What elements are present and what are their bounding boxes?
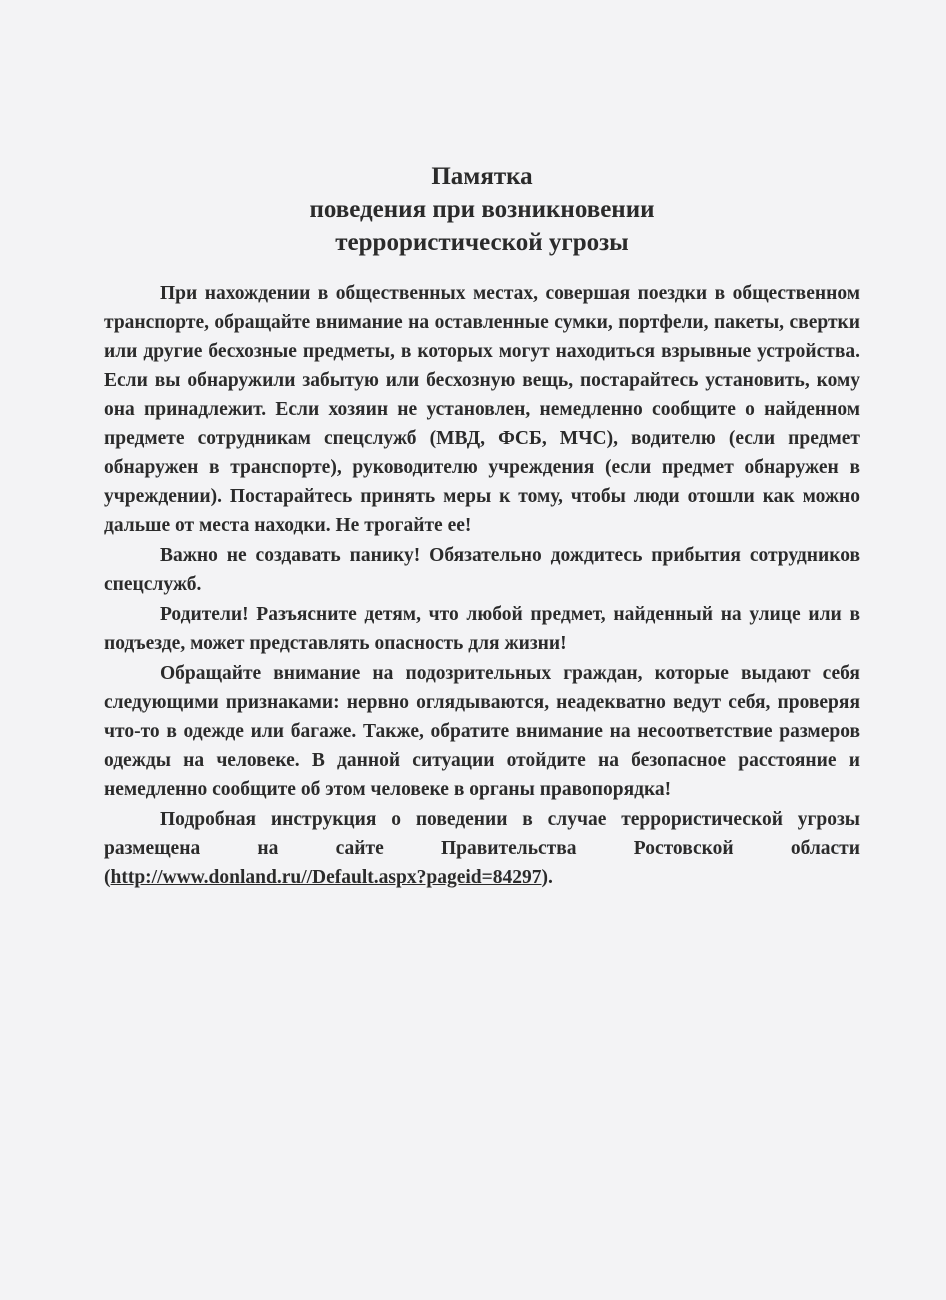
close-paren: ). bbox=[541, 867, 553, 888]
open-paren: ( bbox=[104, 867, 111, 888]
title-line-2: поведения при возникновении bbox=[309, 196, 655, 223]
title-line-3: террористической угрозы bbox=[335, 229, 629, 256]
paragraph-no-panic: Важно не создавать панику! Обязательно дождитесь прибытия сотрудников спецслужб. bbox=[104, 545, 860, 595]
memo-content bbox=[104, 160, 860, 893]
instructions-text: Подробная инструкция о поведении в случае террористической угрозы размещена на сайте Правительства Ростовской области bbox=[104, 809, 860, 859]
paragraph-suspicious-people: Обращайте внимание на подозрительных граждан, которые выдают себя следующими признаками: нервно оглядываются, неадекватно ведут себя, проверяя что-то в одежде или багаже. Также, обратите внимание на несоответствие размеров одежды на человеке. В данной ситуации отойдите на безопасное расстояние и немедленно сообщите об этом человеке в органы правопорядка! bbox=[104, 663, 860, 800]
paragraph-instructions bbox=[104, 805, 860, 892]
title-line-1: Памятка bbox=[431, 163, 533, 190]
paragraph-suspicious-items: При нахождении в общественных местах, совершая поездки в общественном транспорте, обращайте внимание на оставленные сумки, портфели, пакеты, свертки или другие бесхозные предметы, в которых могут находиться взрывные устройства. Если вы обнаружили забытую или бесхозную вещь, постарайтесь установить, кому она принадлежит. Если хозяин не установлен, немедленно сообщите о найденном предмете сотрудникам спецслужб (МВД, ФСБ, МЧС), водителю (если предмет обнаружен в транспорте), руководителю учреждения (если предмет обнаружен в учреждении). Постарайтесь принять меры к тому, чтобы люди отошли как можно дальше от места находки. Не трогайте ее! bbox=[104, 283, 860, 536]
website-link[interactable]: http://www.donland.ru//Default.aspx?pageid=84297 bbox=[110, 867, 542, 888]
paragraph-parents: Родители! Разъясните детям, что любой предмет, найденный на улице или в подъезде, может представлять опасность для жизни! bbox=[104, 604, 860, 654]
memo-title bbox=[104, 160, 860, 259]
